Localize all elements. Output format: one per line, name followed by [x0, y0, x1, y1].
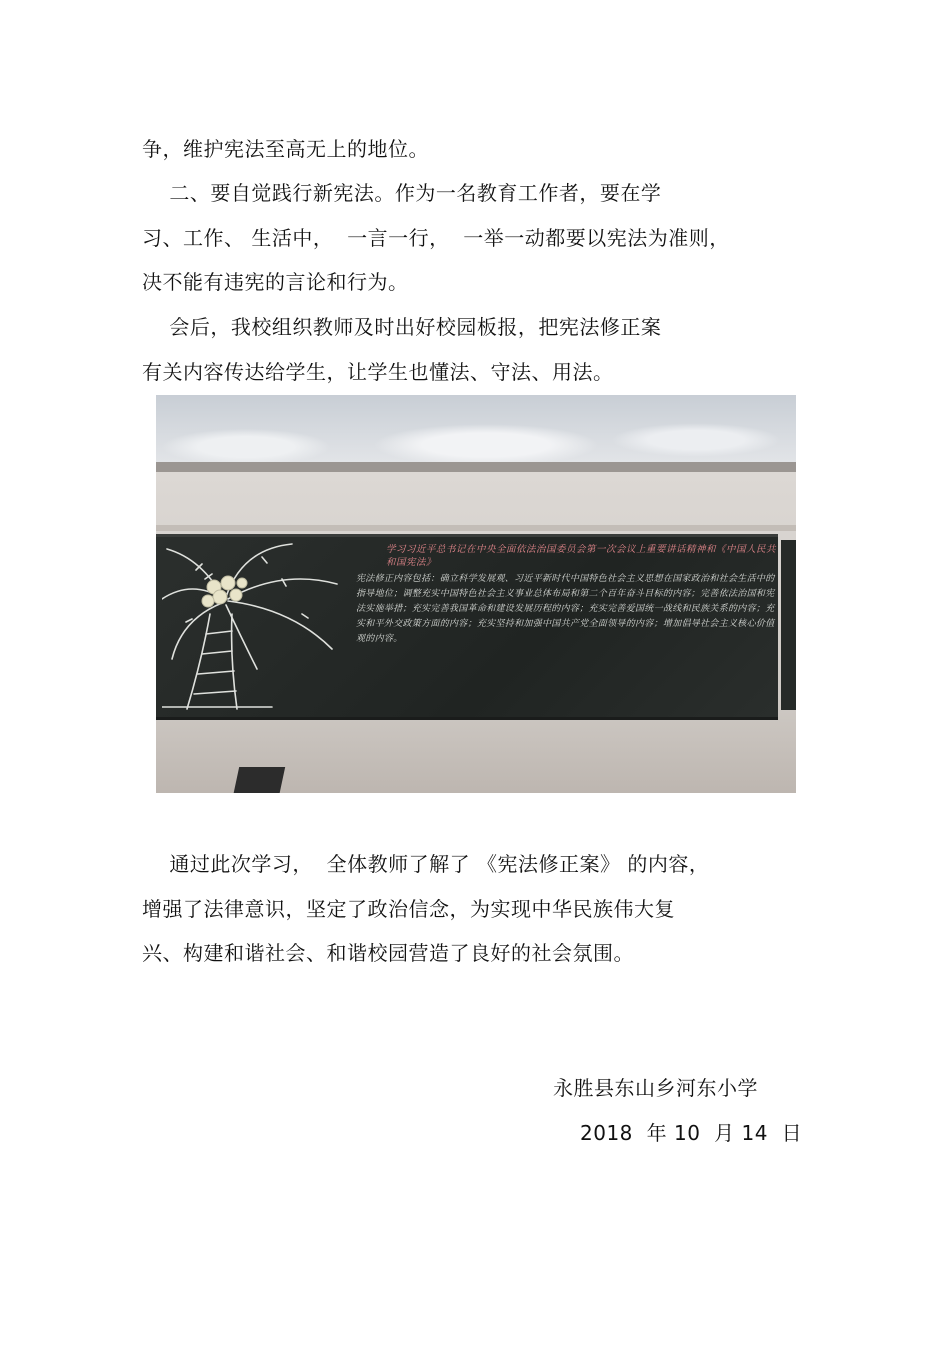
- roofline: [156, 462, 796, 472]
- paragraph-line: 决不能有违宪的言论和行为。: [142, 270, 409, 294]
- paragraph-line: 争，维护宪法至高无上的地位。: [142, 137, 429, 161]
- paragraph-line: 二、要自觉践行新宪法。作为一名教育工作者，要在学: [142, 181, 662, 205]
- sky: [156, 395, 796, 465]
- paragraph-line: 有关内容传达给学生，让学生也懂法、守法、用法。: [142, 360, 614, 384]
- paragraph-line: 习、工作、 生活中， 一言一行， 一举一动都要以宪法为准则，: [142, 226, 730, 250]
- board-title: 学习习近平总书记在中央全面依法治国委员会第一次会议上重要讲话精神和《中国人民共和国宪法》: [386, 544, 777, 568]
- board-body: 宪法修正内容包括：确立科学发展观、习近平新时代中国特色社会主义思想在国家政治和社会生活中的指导地位；调整充实中国特色社会主义事业总体布局和第二个百年奋斗目标的内容；完善依法治国和宪法实施举措；充实完善我国革命和建设发展历程的内容；充实完善爱国统一战线和民族关系的内容；充实和平外交政策方面的内容；充实坚持和加强中国共产党全面领导的内容；增加倡导社会主义核心价值观的内容。: [356, 574, 775, 644]
- chalk-text: [356, 543, 776, 708]
- wall-vent: [233, 767, 285, 793]
- palm-tree-drawing: [162, 539, 342, 714]
- paragraph-line: 通过此次学习， 全体教师了解了 《宪法修正案》 的内容，: [142, 852, 710, 876]
- blackboard-edge: [781, 540, 796, 710]
- paragraph-line: 增强了法律意识，坚定了政治信念，为实现中华民族伟大复: [142, 897, 675, 921]
- wall-band: [156, 525, 796, 531]
- paragraph-line: 兴、构建和谐社会、和谐校园营造了良好的社会氛围。: [142, 941, 634, 965]
- blackboard-photo: [156, 395, 796, 793]
- signature-date: 2018 年 10 月 14 日: [580, 1121, 803, 1145]
- signature-school: 永胜县东山乡河东小学: [553, 1076, 758, 1100]
- paragraph-line: 会后，我校组织教师及时出好校园板报，把宪法修正案: [142, 315, 662, 339]
